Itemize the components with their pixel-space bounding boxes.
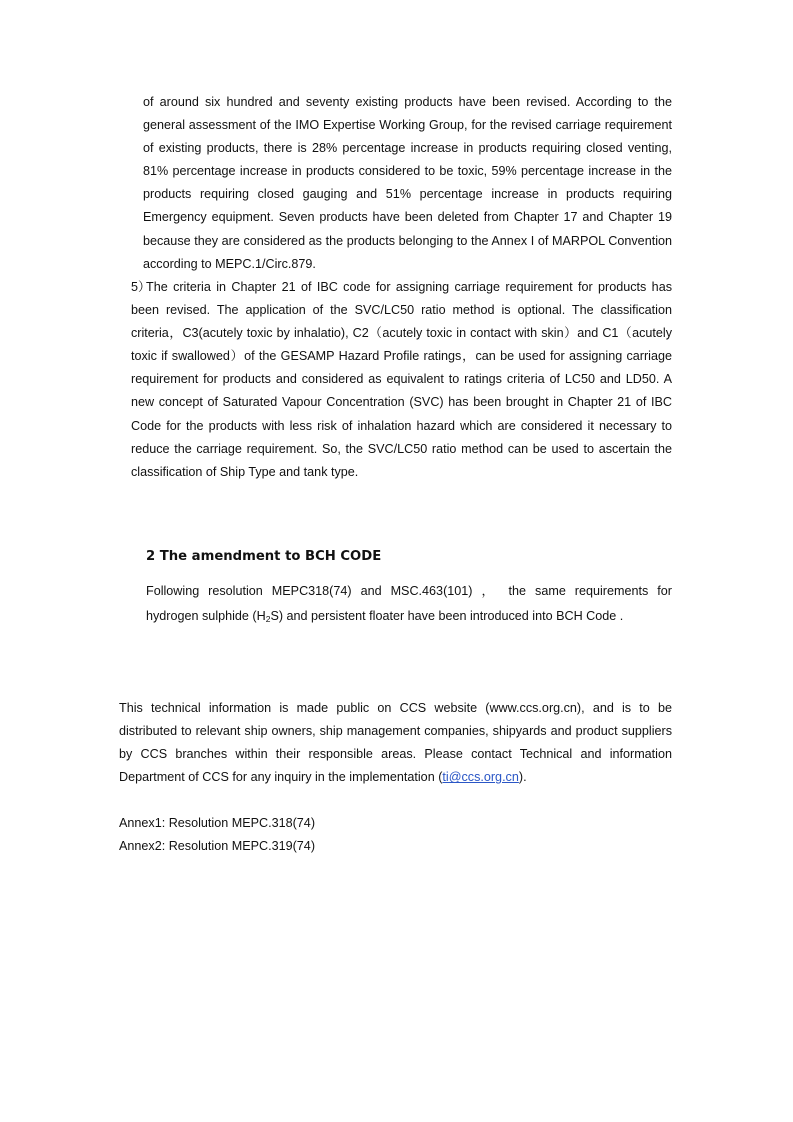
list-item-5-text: The criteria in Chapter 21 of IBC code for assigning carriage requirement for products has been revised. The application of the SVC/LC50 ratio method is optional. The classification criteria，C3(acutely toxic by inhalatio), C2（acutely toxic in contact with skin）and C1（acutely toxic if swallowed）of the GESAMP Hazard Profile ratings，can be used for assigning carriage requirement for products and considered as equivalent to ratings criteria of LC50 and LD50. A new concept of Saturated Vapour Concentration (SVC) has been brought in Chapter 21 of IBC Code for the products with less risk of inhalation hazard which are considered it necessary to reduce the carriage requirement. So, the SVC/LC50 ratio method can be used to ascertain the classification of Ship Type and tank type. [131,280,672,479]
annex-2-line: Annex2: Resolution MEPC.319(74) [119,839,316,853]
section-2-text-part1: Following resolution MEPC318(74) and MSC.463(101) ， the same requirements for hydrogen sulphide (H [146,584,672,623]
notice-text: This technical information is made public on CCS website (www.ccs.org.cn), and is to be distributed to relevant ship owners, ship management companies, shipyards and product suppliers by CCS branches within their responsible areas. Please contact Technical and information Department of CCS for any inquiry in the implementation ( [119,701,672,785]
section-2-text-part2: S) and persistent floater have been introduced into BCH Code . [270,609,624,623]
notice-closing: ). [518,770,527,785]
section-2-heading: 2 The amendment to BCH CODE [146,549,382,564]
notice-paragraph [119,697,672,789]
continued-paragraph: of around six hundred and seventy existing products have been revised. According to the general assessment of the IMO Expertise Working Group, for the revised carriage requirement of existing products, there is 28% percentage increase in products requiring closed venting, 81% percentage increase in products considered to be toxic, 59% percentage increase in the products requiring closed gauging and 51% percentage increase in products requiring Emergency equipment. Seven products have been deleted from Chapter 17 and Chapter 19 because they are considered as the products belonging to the Annex I of MARPOL Convention according to MEPC.1/Circ.879. [143,95,672,271]
h2s-subscript: 2 [265,614,271,624]
list-item-5 [131,276,672,484]
annex-1-line: Annex1: Resolution MEPC.318(74) [119,816,316,830]
section-2-paragraph [146,579,672,629]
list-item-5-number: 5） [131,280,151,294]
contact-email-link[interactable]: ti@ccs.org.cn [442,770,519,785]
